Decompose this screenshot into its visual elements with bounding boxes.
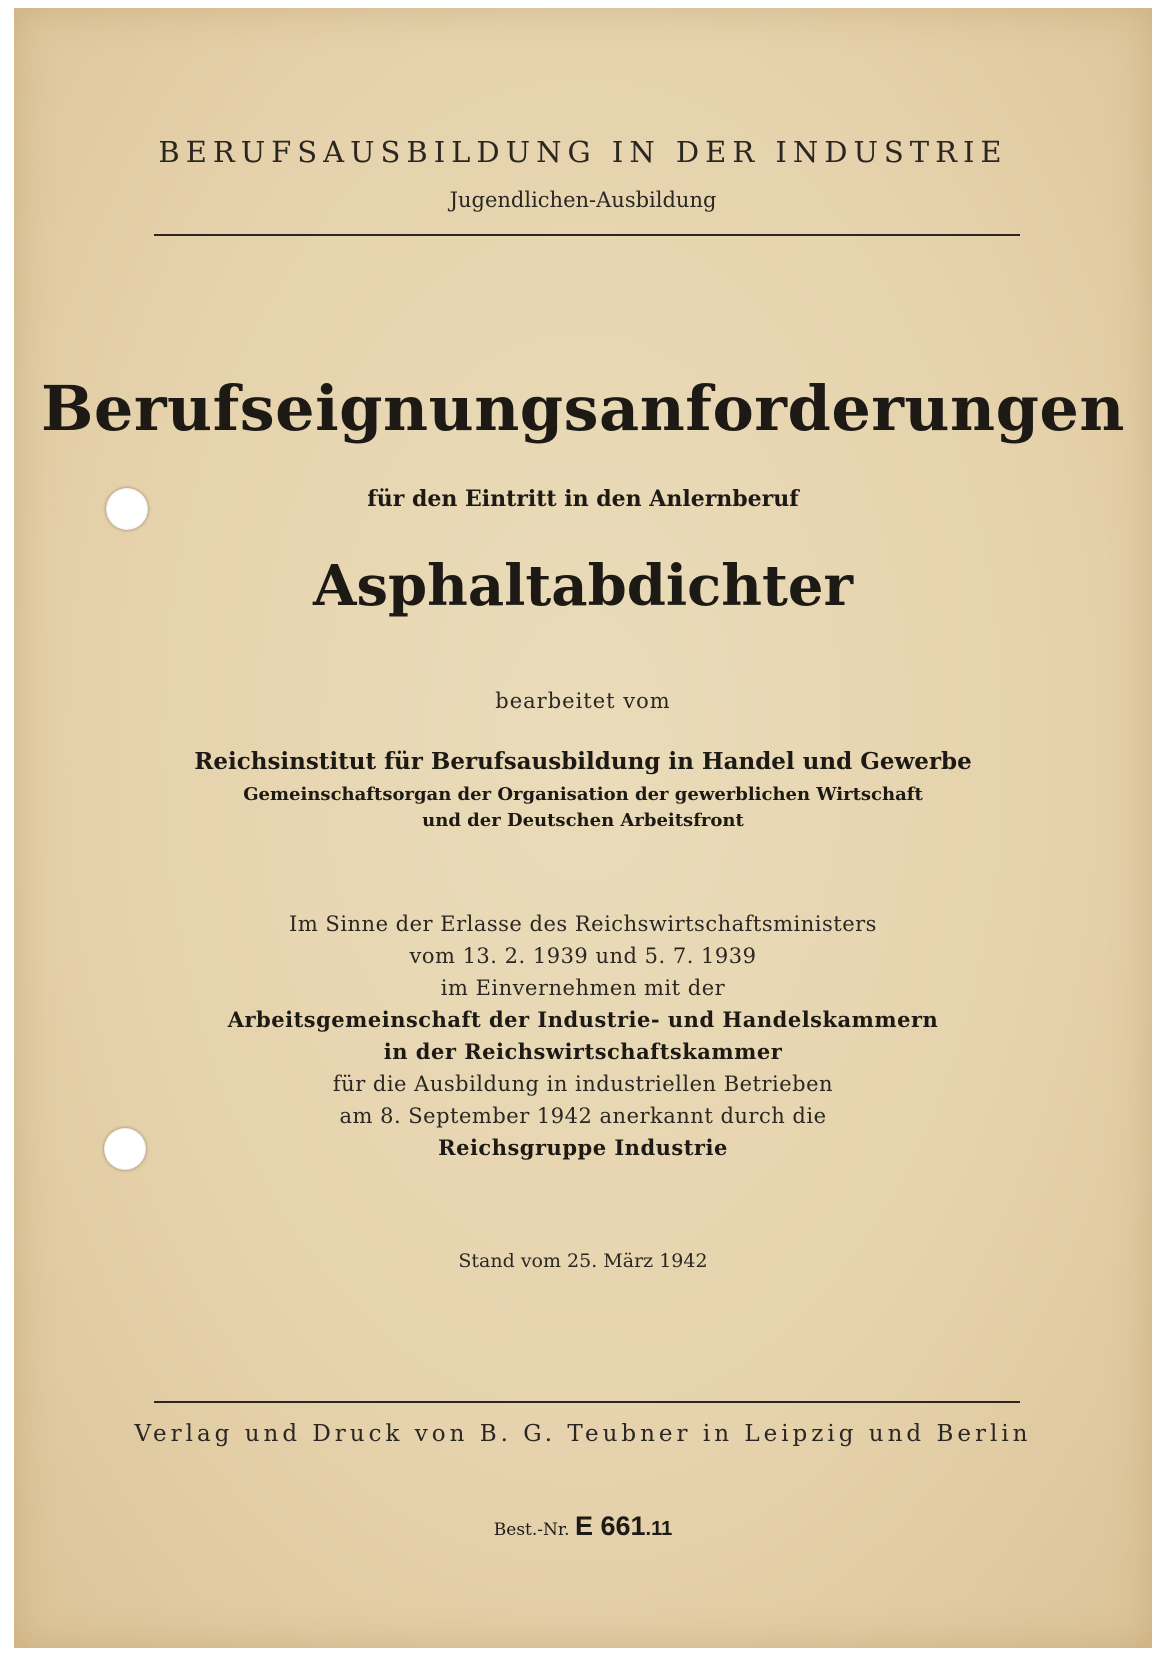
decree-line-4: Arbeitsgemeinschaft der Industrie- und Handelskammern [227, 1007, 939, 1032]
series-subtitle: Jugendlichen-Ausbildung [449, 188, 717, 212]
punch-hole-lower [104, 1128, 146, 1170]
top-divider [154, 234, 1020, 236]
decree-line-6: für die Ausbildung in industriellen Betrieben [332, 1072, 834, 1096]
bottom-divider [154, 1401, 1020, 1403]
main-title: Berufseignungsanforderungen [41, 372, 1125, 445]
purpose-line: für den Eintritt in den Anlernberuf [367, 486, 799, 512]
decree-line-3: im Einvernehmen mit der [440, 976, 726, 1000]
institute-description-line-1: Gemeinschaftsorgan der Organisation der gewerblichen Wirtschaft [243, 784, 923, 805]
order-number [14, 1511, 1152, 1542]
decree-block [14, 908, 1152, 1164]
institute-name: Reichsinstitut für Berufsausbildung in Handel und Gewerbe [194, 748, 972, 775]
order-number-label: Best.-Nr. [493, 1520, 570, 1540]
document-page [14, 8, 1152, 1648]
series-title: BERUFSAUSBILDUNG IN DER INDUSTRIE [158, 135, 1008, 169]
publisher-line: Verlag und Druck von B. G. Teubner in Leipzig und Berlin [134, 1421, 1032, 1447]
order-number-suffix: .11 [645, 1518, 673, 1540]
status-date: Stand vom 25. März 1942 [458, 1250, 708, 1272]
decree-line-5: in der Reichswirtschaftskammer [383, 1039, 783, 1064]
decree-line-2: vom 13. 2. 1939 und 5. 7. 1939 [409, 944, 757, 968]
institute-description-line-2: und der Deutschen Arbeitsfront [422, 810, 744, 831]
order-number-code: E 661 [574, 1511, 646, 1541]
editor-intro: bearbeitet vom [495, 689, 671, 713]
institute-description [14, 782, 1152, 834]
occupation-title: Asphaltabdichter [313, 553, 853, 619]
punch-hole-upper [106, 488, 148, 530]
decree-line-1: Im Sinne der Erlasse des Reichswirtschaftsministers [289, 912, 877, 936]
decree-line-8: Reichsgruppe Industrie [438, 1135, 728, 1160]
decree-line-7: am 8. September 1942 anerkannt durch die [339, 1104, 827, 1128]
